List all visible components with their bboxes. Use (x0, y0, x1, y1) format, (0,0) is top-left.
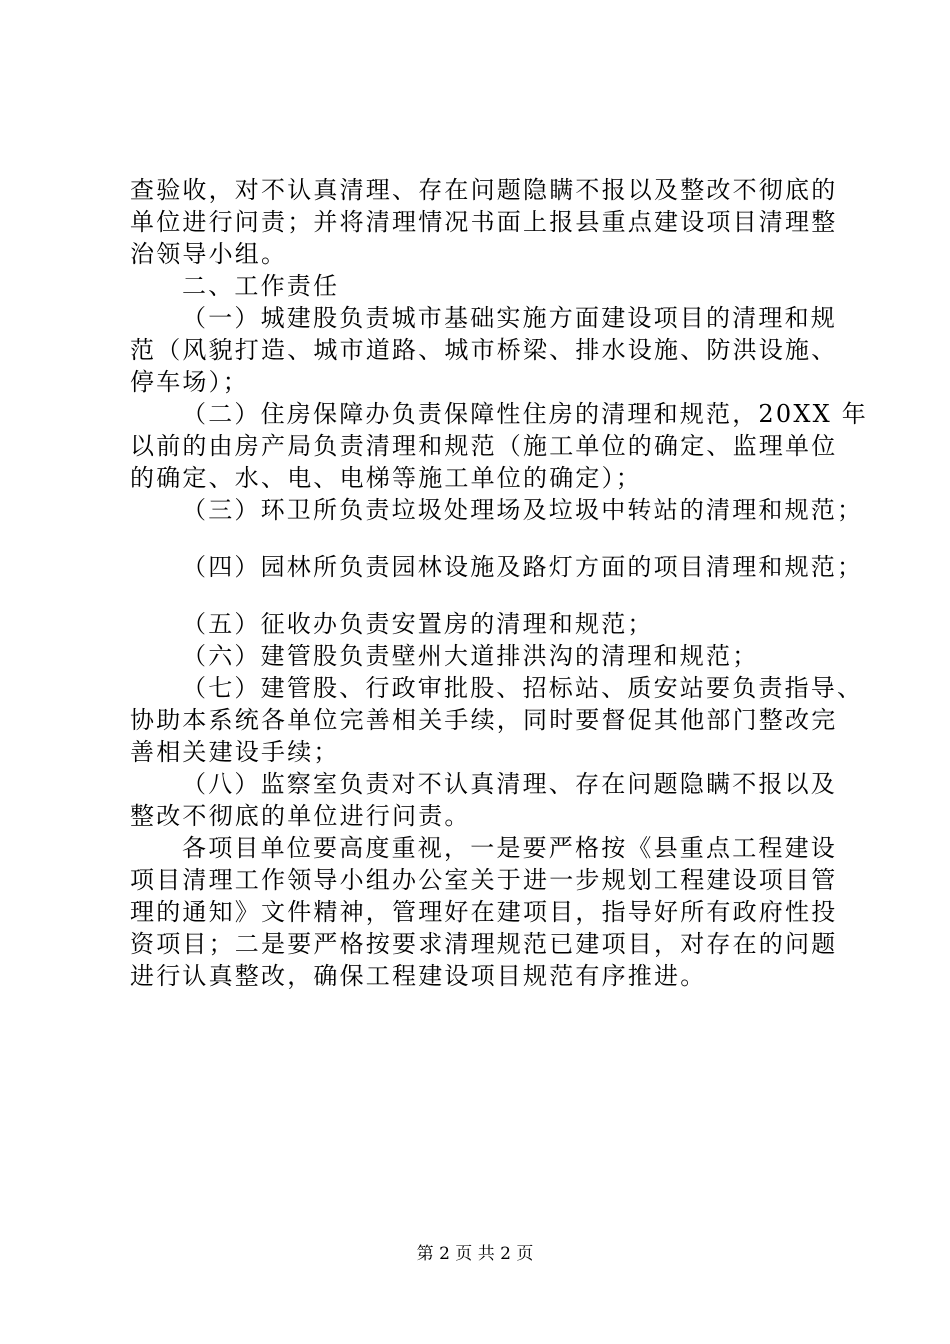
text-line: （五）征收办负责安置房的清理和规范； (182, 610, 654, 638)
text-line: 查验收，对不认真清理、存在问题隐瞒不报以及整改不彻底的 (130, 176, 838, 204)
text-line: 停车场）； (130, 368, 249, 396)
text-line: （一）城建股负责城市基础实施方面建设项目的清理和规 (182, 304, 837, 332)
text-line: 治领导小组。 (130, 240, 288, 268)
text-line: 资项目；二是要严格按要求清理规范已建项目，对存在的问题 (130, 930, 838, 958)
text-line: 进行认真整改，确保工程建设项目规范有序推进。 (130, 962, 707, 990)
text-line: 各项目单位要高度重视，一是要严格按《县重点工程建设 (182, 834, 837, 862)
text-line: （四）园林所负责园林设施及路灯方面的项目清理和规范； (182, 553, 864, 581)
text-line: 单位进行问责；并将清理情况书面上报县重点建设项目清理整 (130, 208, 838, 236)
text-line: （二）住房保障办负责保障性住房的清理和规范，20XX 年 (182, 400, 868, 428)
text-line: 项目清理工作领导小组办公室关于进一步规划工程建设项目管 (130, 866, 838, 894)
text-line: （七）建管股、行政审批股、招标站、质安站要负责指导、 (182, 674, 864, 702)
text-line: 整改不彻底的单位进行问责。 (130, 802, 471, 830)
text-line: 善相关建设手续； (130, 738, 340, 766)
section-heading: 二、工作责任 (182, 272, 340, 300)
text-line: 协助本系统各单位完善相关手续，同时要督促其他部门整改完 (130, 706, 838, 734)
text-line: 理的通知》文件精神，管理好在建项目，指导好所有政府性投 (130, 898, 838, 926)
page-number-footer: 第 2 页 共 2 页 (416, 1244, 534, 1264)
text-line: （三）环卫所负责垃圾处理场及垃圾中转站的清理和规范； (182, 496, 864, 524)
text-line: （八）监察室负责对不认真清理、存在问题隐瞒不报以及 (182, 770, 837, 798)
text-line: 的确定、水、电、电梯等施工单位的确定）； (130, 464, 642, 492)
text-line: 范（风貌打造、城市道路、城市桥梁、排水设施、防洪设施、 (130, 336, 838, 364)
text-line: （六）建管股负责壁州大道排洪沟的清理和规范； (182, 642, 759, 670)
text-line: 以前的由房产局负责清理和规范（施工单位的确定、监理单位 (130, 432, 838, 460)
